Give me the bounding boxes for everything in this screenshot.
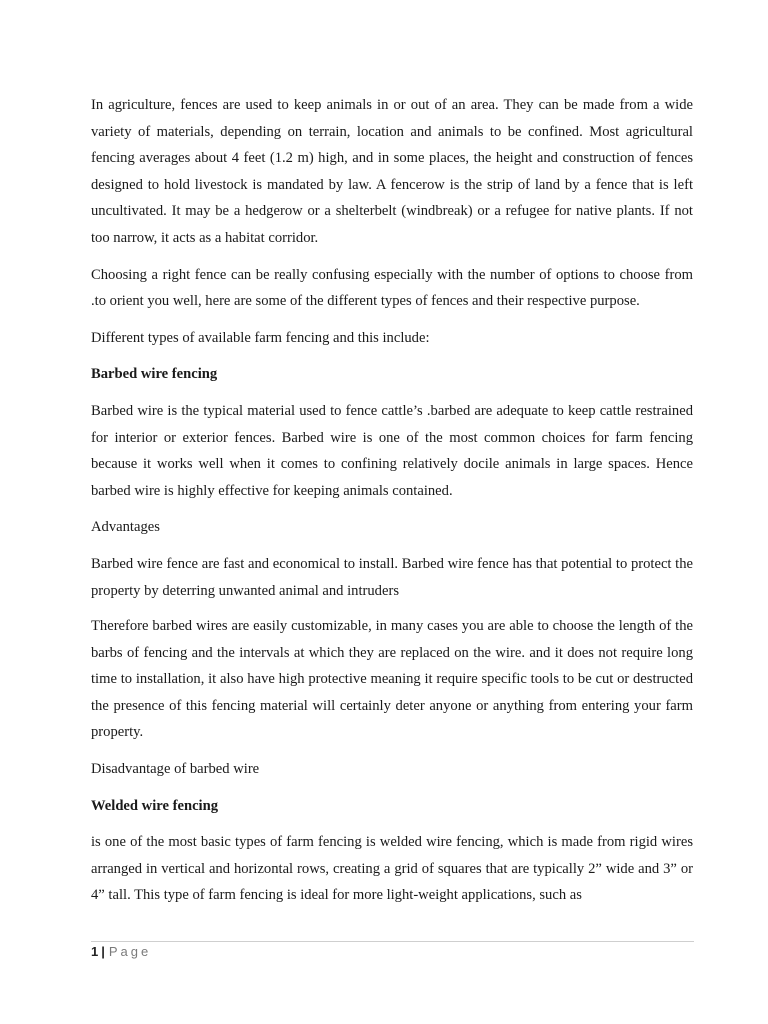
- paragraph-welded-wire: is one of the most basic types of farm fencing is welded wire fencing, which is made from rigid wires arranged in vertical and horizontal rows, creating a grid of squares that are typically 2” wide and 3” or 4” tall. This type of farm fencing is ideal for more light-weight applications, such as: [91, 834, 693, 904]
- paragraph-choosing-fence: Choosing a right fence can be really confusing especially with the number of options to choose from .to orient you well, here are some of the different types of fences and their respective purpose.: [91, 266, 693, 310]
- document-body: [91, 92, 693, 909]
- subheading-advantages: Advantages: [91, 519, 160, 536]
- heading-barbed-wire: Barbed wire fencing: [91, 366, 218, 383]
- footer-divider: [91, 941, 694, 942]
- subheading-disadvantage: Disadvantage of barbed wire: [91, 761, 260, 778]
- heading-welded-wire: Welded wire fencing: [91, 797, 219, 814]
- paragraph-advantages-1: Barbed wire fence are fast and economical to install. Barbed wire fence has that potential to protect the property by deterring unwanted animal and intruders: [91, 555, 693, 599]
- paragraph-types-intro: Different types of available farm fencing and this include:: [91, 329, 430, 346]
- page-number: 1: [91, 944, 99, 959]
- paragraph-advantages-2: Therefore barbed wires are easily customizable, in many cases you are able to choose the length of the barbs of fencing and the intervals at which they are replaced on the wire. and it does not require long time to installation, it also have high protective meaning it require specific tools to be cut or destructed the presence of this fencing material will certainly deter anyone or anything from entering your farm property.: [91, 618, 693, 741]
- paragraph-intro: In agriculture, fences are used to keep animals in or out of an area. They can be made from a wide variety of materials, depending on terrain, location and animals to be confined. Most agricultural fencing averages about 4 feet (1.2 m) high, and in some places, the height and construction of fences designed to hold livestock is mandated by law. A fencerow is the strip of land by a fence that is left uncultivated. It may be a hedgerow or a shelterbelt (windbreak) or a refugee for native plants. If not too narrow, it acts as a habitat corridor.: [91, 97, 693, 246]
- page-footer: [91, 944, 151, 960]
- paragraph-barbed-wire: Barbed wire is the typical material used to fence cattle’s .barbed are adequate to keep cattle restrained for interior or exterior fences. Barbed wire is one of the most common choices for farm fencing because it works well when it comes to confining relatively docile animals in large spaces. Hence barbed wire is highly effective for keeping animals contained.: [91, 402, 693, 499]
- footer-separator: |: [101, 944, 105, 959]
- page-label: Page: [108, 944, 152, 959]
